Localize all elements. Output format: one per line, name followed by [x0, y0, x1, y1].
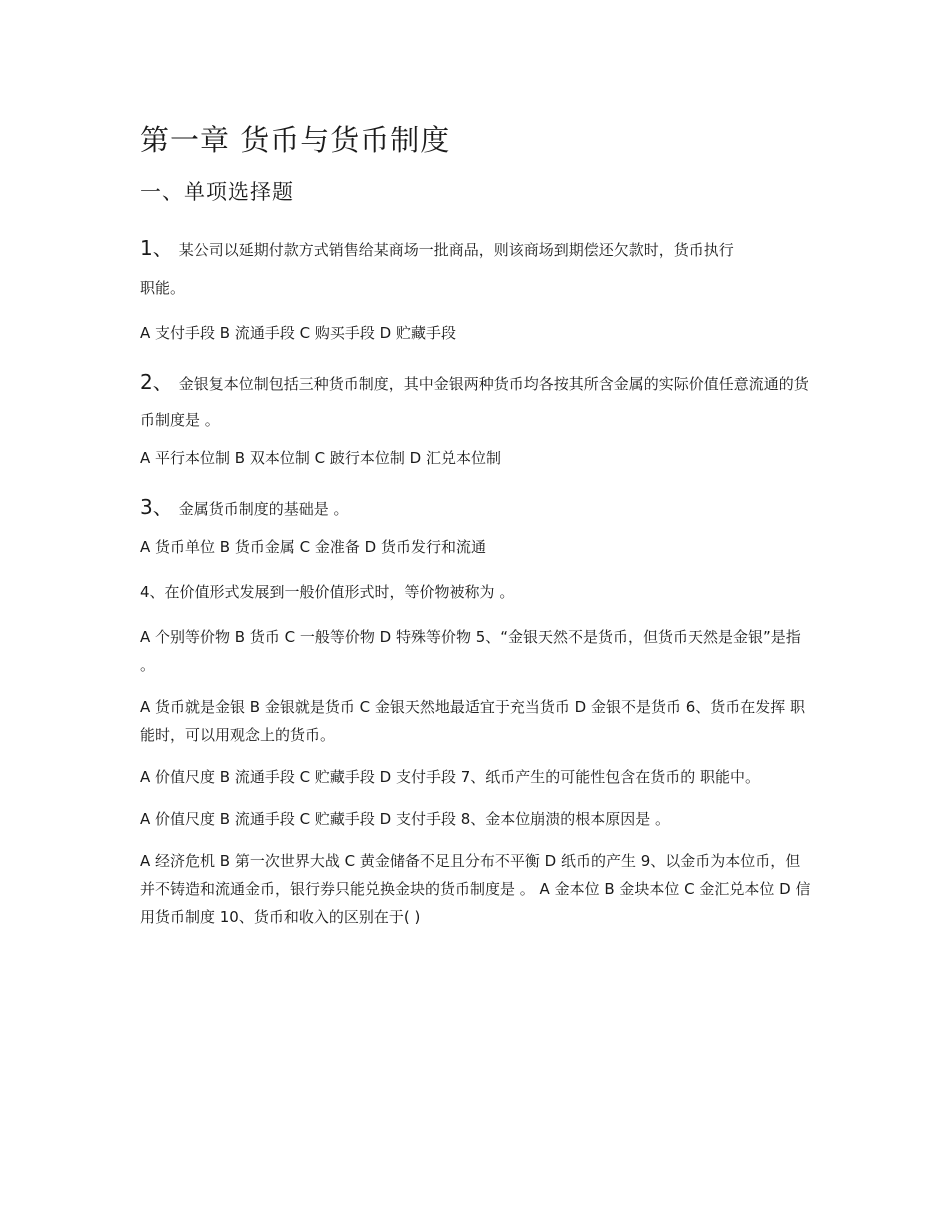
question-1-number: 1、 [140, 236, 173, 260]
document-page [140, 118, 815, 948]
paragraph-8: A 价值尺度 B 流通手段 C 贮藏手段 D 支付手段 8、金本位崩溃的根本原因是 。 [140, 810, 671, 828]
section-title: 一、单项选择题 [140, 180, 294, 204]
question-3-text: 金属货币制度的基础是 。 [178, 500, 349, 518]
question-2-text: 金银复本位制包括三种货币制度，其中金银两种货币均各按其所含金属的实际价值任意流通的货币制度是 。 [140, 375, 809, 429]
chapter-title: 第一章 货币与货币制度 [140, 123, 451, 157]
question-1 [140, 230, 815, 268]
question-2 [140, 364, 815, 438]
question-2-number: 2、 [140, 370, 173, 394]
paragraph-6: A 货币就是金银 B 金银就是货币 C 金银天然地最适宜于充当货币 D 金银不是货币 6、货币在发挥 职能时，可以用观念上的货币。 [140, 698, 806, 744]
paragraph-9: A 经济危机 B 第一次世界大战 C 黄金储备不足且分布不平衡 D 纸币的产生 9、以金币为本位币，但并不铸造和流通金币，银行券只能兑换金块的货币制度是 。 A 金本位 B 金块本位 C 金汇兑本位 D 信用货币制度 10、货币和收入的区别在于( ) [140, 852, 811, 926]
question-4: 4、在价值形式发展到一般价值形式时，等价物被称为 。 [140, 583, 515, 601]
question-3-number: 3、 [140, 495, 173, 519]
paragraph-7: A 价值尺度 B 流通手段 C 贮藏手段 D 支付手段 7、纸币产生的可能性包含在货币的 职能中。 [140, 768, 761, 786]
question-1-continuation: 职能。 [140, 279, 186, 297]
question-1-text: 某公司以延期付款方式销售给某商场一批商品，则该商场到期偿还欠款时，货币执行 [178, 241, 734, 259]
question-3 [140, 489, 815, 527]
question-2-options: A 平行本位制 B 双本位制 C 跛行本位制 D 汇兑本位制 [140, 449, 501, 467]
paragraph-5: A 个别等价物 B 货币 C 一般等价物 D 特殊等价物 5、“金银天然不是货币，但货币天然是金银”是指 。 [140, 628, 801, 674]
question-1-options: A 支付手段 B 流通手段 C 购买手段 D 贮藏手段 [140, 324, 456, 342]
question-3-options: A 货币单位 B 货币金属 C 金准备 D 货币发行和流通 [140, 538, 486, 556]
